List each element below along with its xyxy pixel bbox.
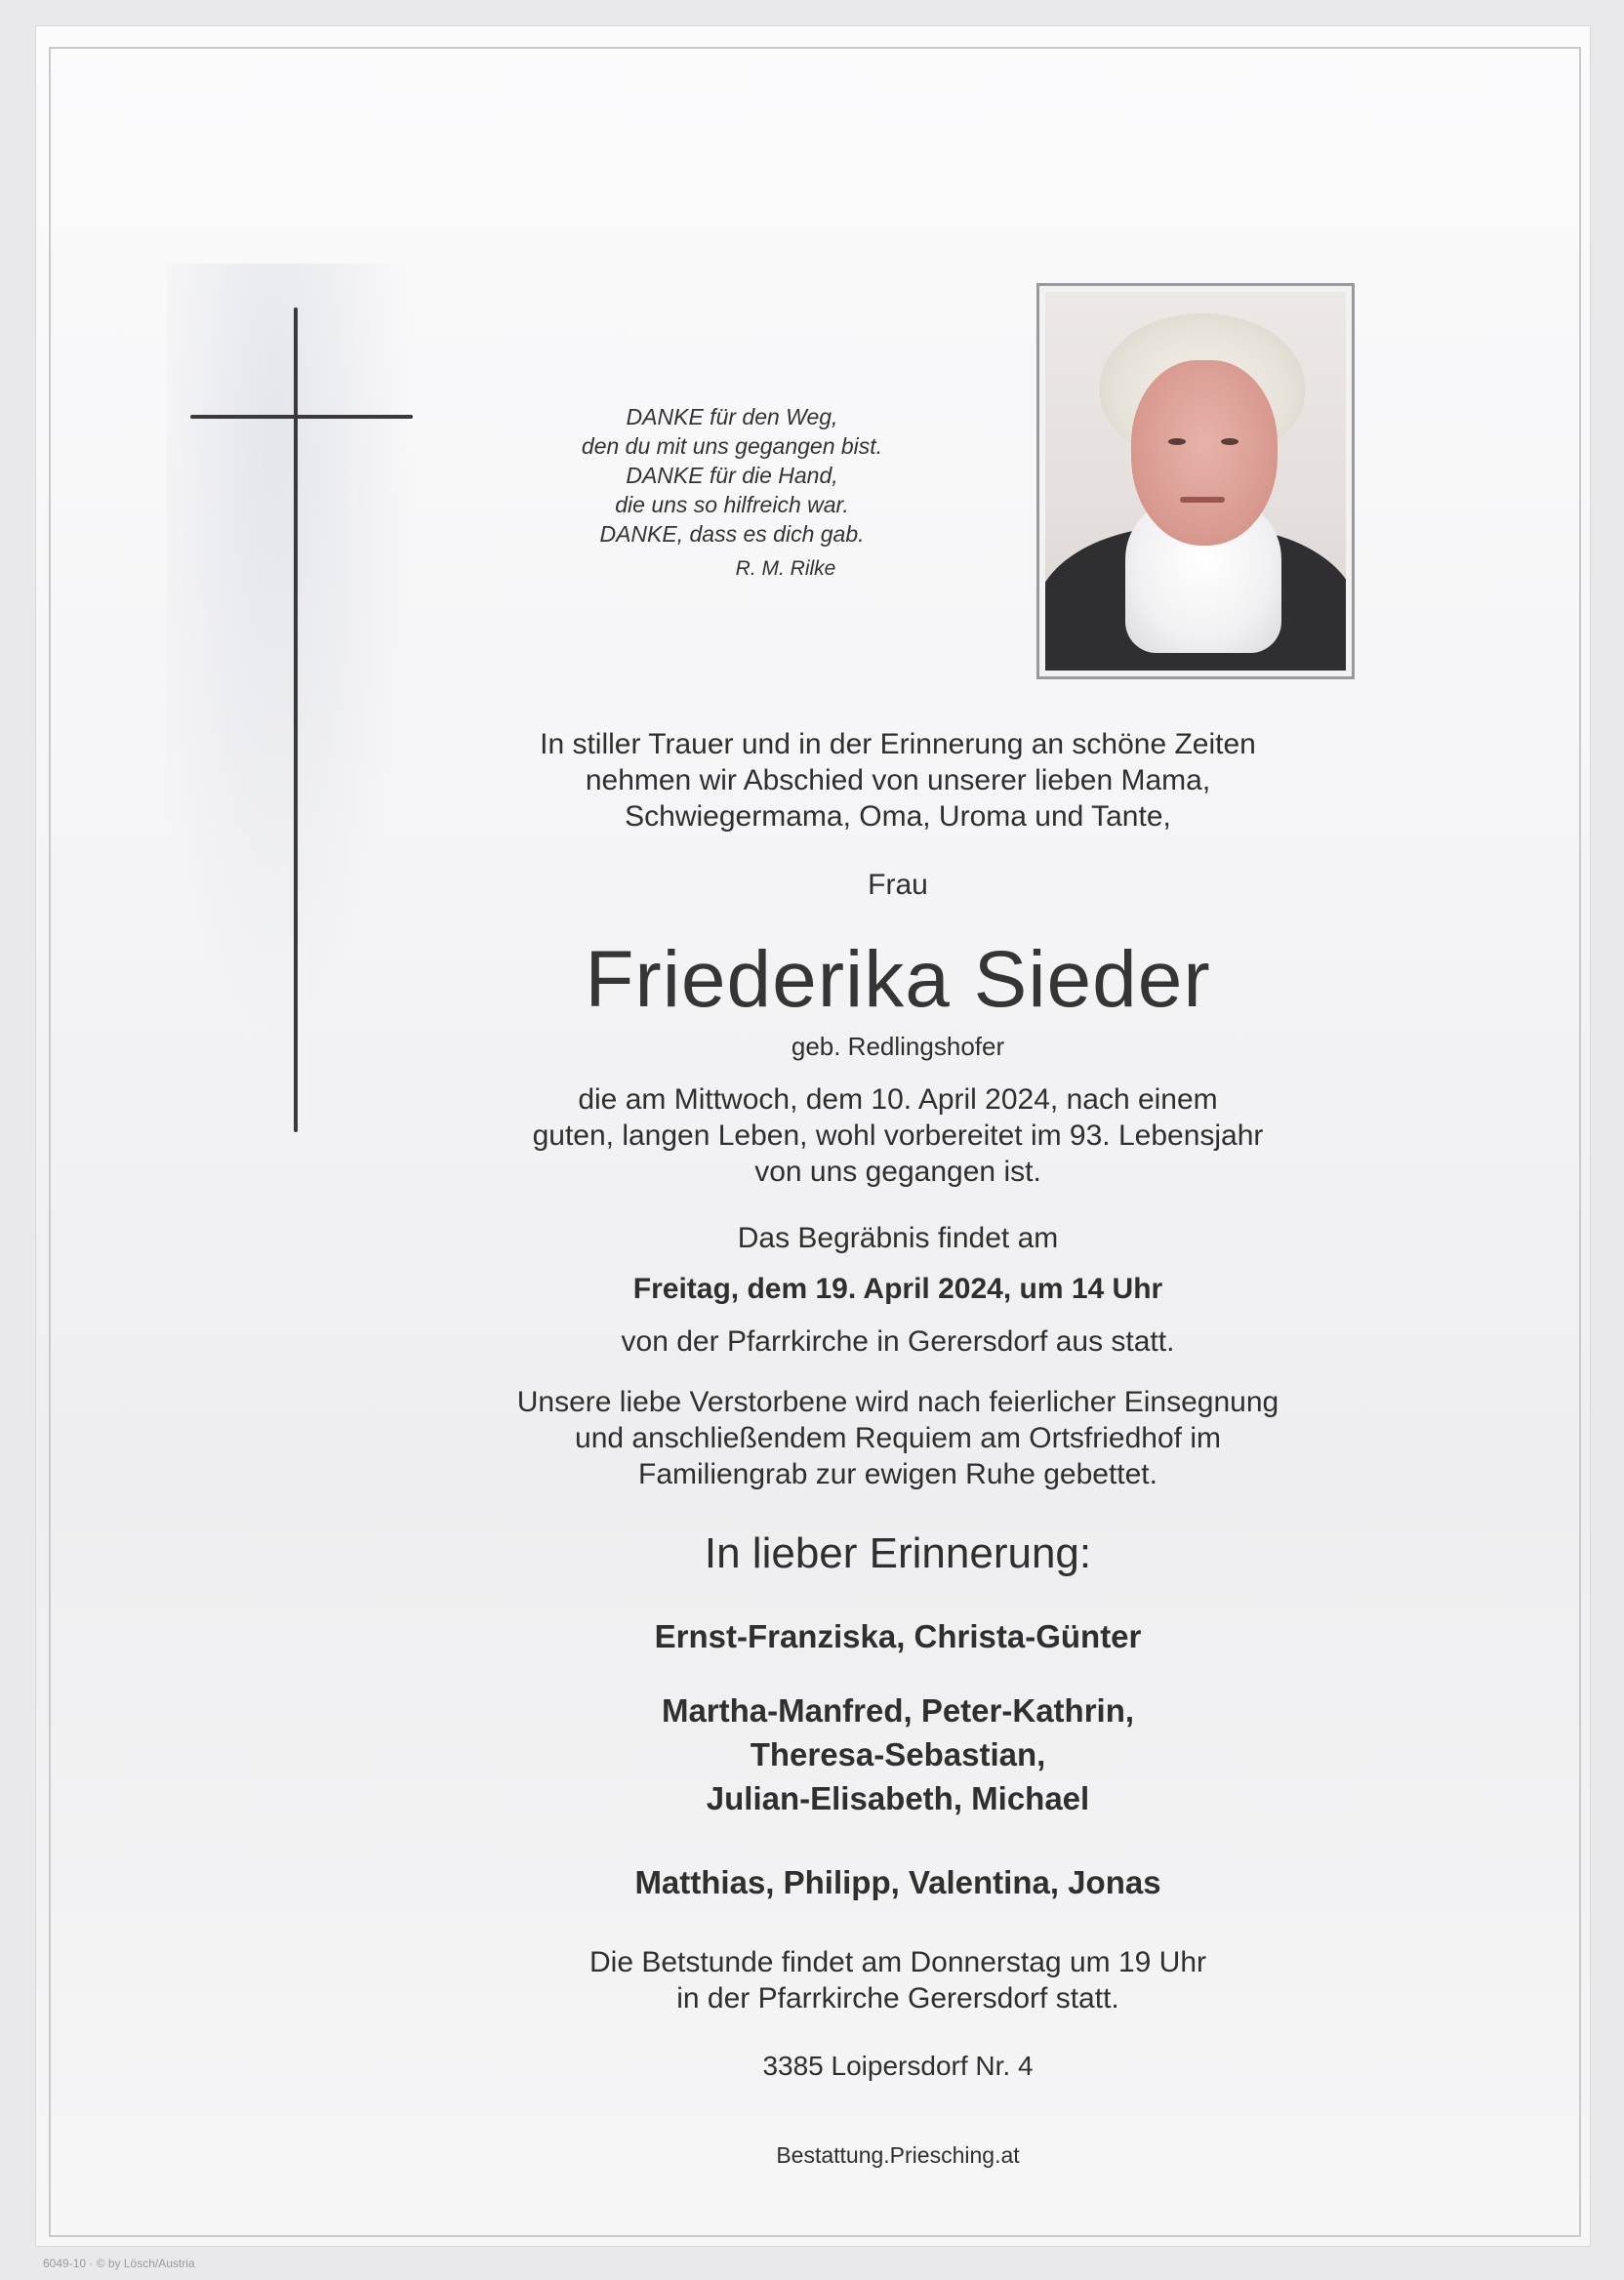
intro-line: Schwiegermama, Oma, Uroma und Tante,	[625, 800, 1171, 833]
title-word: Frau	[868, 869, 928, 901]
website: Bestattung.Priesching.at	[776, 2142, 1020, 2168]
burial-text	[351, 1384, 1444, 1492]
portrait-mouth	[1180, 497, 1225, 503]
mourners-children: Ernst-Franziska, Christa-Günter	[654, 1618, 1142, 1654]
burial-line: Familiengrab zur ewigen Ruhe gebettet.	[638, 1458, 1157, 1490]
mourners-grandchildren	[351, 1689, 1444, 1820]
mourner-line: Martha-Manfred, Peter-Kathrin,	[661, 1692, 1135, 1729]
memory-heading: In lieber Erinnerung:	[704, 1529, 1092, 1577]
cross-bar	[190, 415, 413, 419]
burial-line: Unsere liebe Verstorbene wird nach feierlicher Einsegnung	[516, 1386, 1279, 1418]
death-notice	[351, 1081, 1444, 1190]
death-line: guten, langen Leben, wohl vorbereitet im 93. Lebensjahr	[532, 1120, 1264, 1152]
funeral-date: Freitag, dem 19. April 2024, um 14 Uhr	[632, 1273, 1163, 1305]
mourner-line: Theresa-Sebastian,	[750, 1736, 1046, 1772]
portrait-eye	[1221, 438, 1238, 445]
cross-icon	[294, 307, 298, 1132]
funeral-lead: Das Begräbnis findet am	[737, 1222, 1059, 1254]
address: 3385 Loipersdorf Nr. 4	[762, 2051, 1034, 2081]
portrait-photo	[1045, 292, 1346, 671]
footer-note: 6049-10 · © by Lösch/Austria	[43, 2257, 195, 2270]
poem	[508, 402, 956, 584]
poem-line: DANKE für die Hand,	[626, 463, 838, 488]
deceased-name: Friederika Sieder	[585, 935, 1211, 1024]
funeral-place: von der Pfarrkirche in Gerersdorf aus statt.	[621, 1325, 1175, 1358]
poem-line: DANKE, dass es dich gab.	[599, 521, 865, 547]
portrait-face	[1131, 360, 1278, 546]
burial-line: und anschließendem Requiem am Ortsfriedhof im	[575, 1422, 1221, 1454]
portrait-frame	[1036, 283, 1355, 679]
poem-line: den du mit uns gegangen bist.	[581, 433, 883, 459]
portrait-eye	[1168, 438, 1186, 445]
mourner-line: Julian-Elisabeth, Michael	[706, 1780, 1090, 1816]
maiden-name: geb. Redlingshofer	[791, 1032, 1005, 1061]
mourners-great-grandchildren: Matthias, Philipp, Valentina, Jonas	[634, 1864, 1161, 1900]
intro-line: nehmen wir Abschied von unserer lieben Mama,	[585, 764, 1211, 796]
poem-line: die uns so hilfreich war.	[615, 492, 849, 517]
poem-author: R. M. Rilke	[735, 557, 836, 580]
poem-line: DANKE für den Weg,	[626, 404, 838, 429]
death-line: von uns gegangen ist.	[754, 1156, 1041, 1188]
prayer-notice	[351, 1944, 1444, 2016]
death-line: die am Mittwoch, dem 10. April 2024, nach einem	[578, 1083, 1218, 1116]
prayer-line: in der Pfarrkirche Gerersdorf statt.	[676, 1982, 1119, 2015]
intro-text	[351, 726, 1444, 835]
intro-line: In stiller Trauer und in der Erinnerung an schöne Zeiten	[540, 728, 1256, 760]
prayer-line: Die Betstunde findet am Donnerstag um 19 Uhr	[589, 1946, 1206, 1978]
